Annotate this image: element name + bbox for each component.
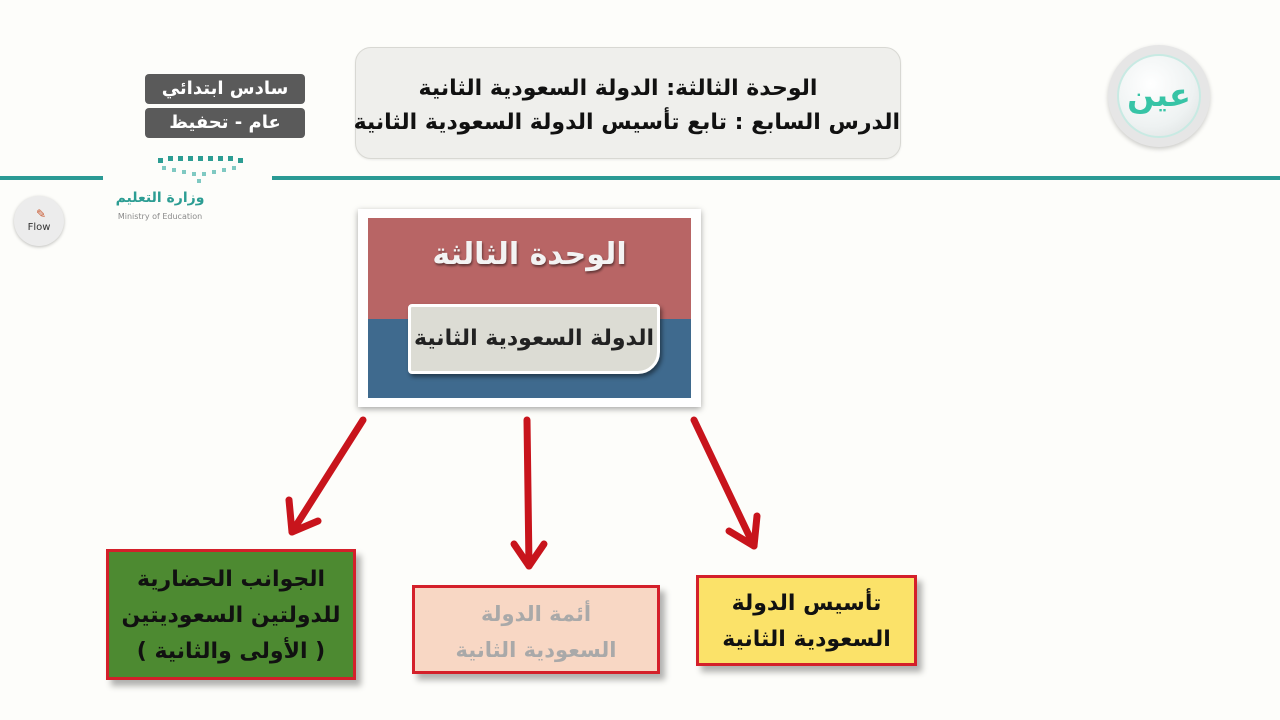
arrow-to-civilization-box bbox=[289, 420, 363, 532]
grade-level-badge: سادس ابتدائي bbox=[145, 74, 305, 104]
unit-title: الوحدة الثالثة: الدولة السعودية الثانية bbox=[418, 76, 818, 101]
ministry-name-ar: وزارة التعليم bbox=[115, 190, 205, 206]
concept-box-civilization-aspects[interactable] bbox=[106, 549, 356, 680]
ain-logo-text: عين bbox=[1127, 76, 1191, 114]
concept-box-text: الجوانب الحضارية للدولتين السعوديتين ( الأولى والثانية ) bbox=[121, 567, 341, 664]
concept-box-text: أئمة الدولة السعودية الثانية bbox=[455, 602, 617, 662]
lesson-title: الدرس السابع : تابع تأسيس الدولة السعودية الثانية bbox=[353, 110, 900, 135]
book-unit-title: الوحدة الثالثة bbox=[432, 237, 627, 272]
grade-track-badge: عام - تحفيظ bbox=[145, 108, 305, 138]
concept-box-text: تأسيس الدولة السعودية الثانية bbox=[722, 591, 891, 652]
pencil-icon: ✎ bbox=[36, 207, 47, 221]
arrow-to-imams-box bbox=[514, 420, 544, 566]
book-subtitle-label: الدولة السعودية الثانية bbox=[408, 304, 660, 374]
concept-box-imams[interactable] bbox=[412, 585, 660, 674]
flow-label: Flow bbox=[27, 222, 51, 233]
concept-box-founding[interactable] bbox=[696, 575, 917, 666]
arrow-to-founding-box bbox=[694, 420, 757, 546]
ministry-name-en: Ministry of Education bbox=[117, 212, 203, 221]
